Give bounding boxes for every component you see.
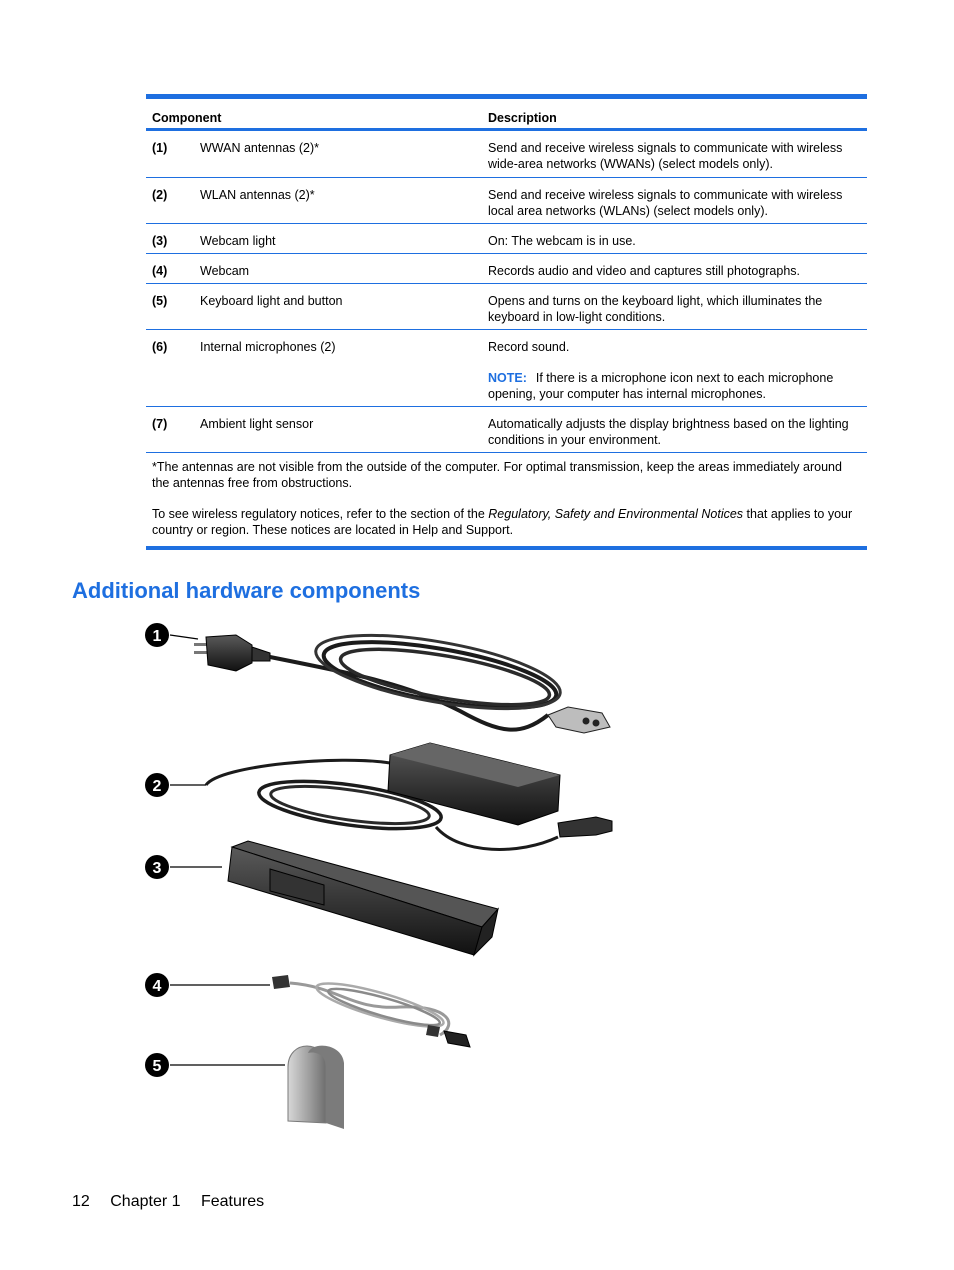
table-row (146, 178, 867, 224)
callout-markers (145, 623, 169, 1077)
row-component: Keyboard light and button (200, 294, 343, 308)
row-description (488, 140, 863, 172)
battery-image (170, 841, 498, 955)
row-description (488, 187, 863, 219)
desc-line: Record sound. (488, 340, 570, 354)
footnote-line: the antennas free from obstructions. (152, 476, 353, 490)
row-component: Webcam light (200, 234, 276, 248)
table-row (146, 407, 867, 453)
antenna-footnote (152, 459, 864, 491)
desc-line: keyboard in low-light conditions. (488, 310, 666, 324)
row-number: (2) (152, 188, 168, 202)
desc-line: wide-area networks (WWANs) (select models only). (488, 157, 774, 171)
desc-line: conditions in your environment. (488, 433, 662, 447)
note (488, 370, 863, 386)
desc-line: On: The webcam is in use. (488, 234, 636, 248)
row-number: (7) (152, 417, 168, 431)
header-description: Description (488, 111, 557, 125)
note-label: NOTE: (488, 371, 527, 385)
table-row (146, 131, 867, 178)
page-footer (72, 1193, 280, 1211)
chapter-title: Features (200, 1193, 265, 1210)
row-number: (3) (152, 234, 168, 248)
hardware-illustration (140, 615, 640, 1135)
table-row (146, 284, 867, 330)
row-description (488, 416, 863, 448)
chapter-label: Chapter 1 (110, 1193, 181, 1210)
desc-line: Records audio and video and captures still photographs. (488, 264, 801, 278)
row-component: WWAN antennas (2)* (200, 141, 320, 155)
modem-cable-image (170, 975, 470, 1047)
regulatory-title: Regulatory, Safety and Environmental Notices (488, 507, 744, 521)
desc-line: Opens and turns on the keyboard light, which illuminates the (488, 294, 823, 308)
table-row (146, 330, 867, 407)
note-text: If there is a microphone icon next to each microphone (535, 371, 834, 385)
row-description (488, 339, 863, 402)
table-header (146, 99, 867, 131)
row-component: WLAN antennas (2)* (200, 188, 315, 202)
footnote-line: *The antennas are not visible from the outside of the computer. For optimal transmission, keep the areas immediately around (152, 460, 842, 474)
row-component: Webcam (200, 264, 250, 278)
callout-3-label: 3 (152, 860, 162, 877)
row-number: (1) (152, 141, 168, 155)
power-cord-image (170, 621, 610, 733)
callout-1-label: 1 (152, 628, 162, 645)
callout-4-label: 4 (152, 978, 162, 995)
callout-2-label: 2 (152, 778, 162, 795)
note-text: opening, your computer has internal microphones. (488, 387, 766, 401)
desc-line: Send and receive wireless signals to communicate with wireless (488, 188, 843, 202)
row-component: Internal microphones (2) (200, 340, 336, 354)
row-description (488, 293, 863, 325)
desc-line: Send and receive wireless signals to communicate with wireless (488, 141, 843, 155)
row-number: (4) (152, 264, 168, 278)
regulatory-line2: country or region. These notices are located in Help and Support. (152, 523, 514, 537)
row-number: (6) (152, 340, 168, 354)
desc-line: local area networks (WLANs) (select models only). (488, 204, 768, 218)
regulatory-suffix: that applies to your (743, 507, 853, 521)
regulatory-prefix: To see wireless regulatory notices, refer to the section of the (152, 507, 489, 521)
regulatory-note (152, 506, 864, 538)
desc-line: Automatically adjusts the display brightness based on the lighting (488, 417, 849, 431)
component-table (146, 94, 867, 550)
table-row (146, 224, 867, 254)
callout-5-label: 5 (152, 1058, 162, 1075)
table-footnote (146, 453, 867, 550)
page-number: 12 (72, 1193, 90, 1210)
header-component: Component (152, 111, 222, 125)
ac-adapter-image (170, 743, 612, 849)
row-number: (5) (152, 294, 168, 308)
section-title: Additional hardware components (72, 578, 421, 603)
row-component: Ambient light sensor (200, 417, 314, 431)
row-description (488, 233, 863, 249)
table-row (146, 254, 867, 284)
row-description (488, 263, 863, 279)
rj11-adapter-image (170, 1046, 344, 1129)
